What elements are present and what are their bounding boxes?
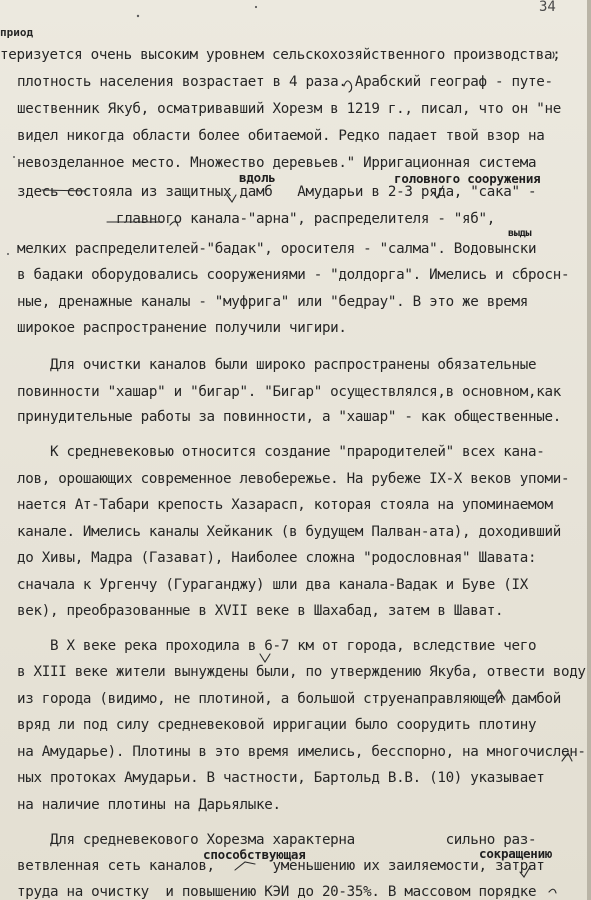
inserted-word: сокращению xyxy=(479,846,553,861)
ink-speck xyxy=(255,6,257,8)
ink-speck xyxy=(7,253,9,255)
text-line: В X веке река проходила в 6-7 км от города, вследствие чего xyxy=(17,638,537,654)
text-line: ных протоках Амударьи. В частности, Бартольд В.В. (10) указывает xyxy=(17,770,545,786)
caret-mark xyxy=(493,690,505,700)
hyphen-correction-mark xyxy=(549,889,556,893)
text-line: канале. Имелись каналы Хейканик (в будущем Палван-ата), доходивший xyxy=(17,524,561,540)
text-line: ветвленная сеть каналов, уменьшению их заиляемости, затрат xyxy=(17,858,545,874)
ink-speck xyxy=(137,15,139,17)
ink-speck xyxy=(13,156,15,158)
text-line: нается Ат-Табари крепость Хазарасп, которая стояла на упоминаемом xyxy=(17,497,553,513)
text-line: на Амударье). Плотины в это время имелись, бесспорно, на многочислен- xyxy=(17,744,586,760)
comma-mark xyxy=(553,52,554,58)
text-line: в бадаки оборудовались сооружениями - "долдорга". Имелись и сбросн- xyxy=(17,267,570,283)
text-line: лов, орошающих современное левобережье. На рубеже IX-X веков упоми- xyxy=(17,471,570,487)
paper-edge xyxy=(587,0,591,900)
caret-mark xyxy=(260,654,270,662)
margin-label: приод xyxy=(0,26,34,39)
text-line: из города (видимо, не плотиной, а большой струенаправляющей дамбой xyxy=(17,691,561,707)
text-line: главного канала-"арна", распределителя - "яб", xyxy=(17,211,496,227)
text-line: ные, дренажные каналы - "муфрига" или "бедрау". В это же время xyxy=(17,294,528,310)
text-line: Для очистки каналов были широко распространены обязательные xyxy=(17,357,537,373)
text-line: век), преобразованные в XVII веке в Шахабад, затем в Шават. xyxy=(17,603,504,619)
caret-mark xyxy=(562,753,572,761)
hyphen-correction-mark xyxy=(170,222,178,226)
text-line: К средневековью относится создание "прародителей" всех кана- xyxy=(17,444,545,460)
text-line: до Хивы, Мадра (Газават), Наиболее сложна "родословная" Шавата: xyxy=(17,550,537,566)
inserted-word: вдоль xyxy=(239,170,276,185)
text-line: принудительные работы за повинности, а "хашар" - как общественные. xyxy=(17,409,561,425)
text-line: видел никогда области более обитаемой. Редко падает твой взор на xyxy=(17,128,545,144)
text-line: здесь состояла из защитных дамб Амударьи в 2-3 ряда, "сака" - xyxy=(17,184,537,200)
check-mark xyxy=(520,867,530,877)
strikethrough-mark xyxy=(42,190,86,191)
check-mark xyxy=(433,186,443,198)
inserted-phrase: головного сооружения xyxy=(394,171,541,186)
text-line: невозделанное место. Множество деревьев." Ирригационная система xyxy=(17,155,537,171)
text-line: широкое распространение получили чигири. xyxy=(17,320,347,336)
inserted-word: способствующая xyxy=(203,847,306,862)
text-line: Для средневекового Хорезма характерна сильно раз- xyxy=(17,832,537,848)
caret-mark xyxy=(227,195,236,202)
insertion-mark xyxy=(235,862,255,870)
text-line: шественник Якуб, осматривавший Хорезм в 1219 г., писал, что он "не xyxy=(17,101,561,117)
text-line: мелких распределителей-"бадак", оросителя - "салма". Водовынски xyxy=(17,241,537,257)
page-number: 34 xyxy=(539,0,556,15)
text-line: сначала к Ургенчу (Гураганджу) шли два канала-Вадак и Буве (IX xyxy=(17,577,528,593)
text-line: вряд ли под силу средневековой ирригации было соорудить плотину xyxy=(17,717,537,733)
text-line: повинности "хашар" и "бигар". "Бигар" осуществлялся,в основном,как xyxy=(17,384,561,400)
text-line: на наличие плотины на Дарьялыке. xyxy=(17,797,281,813)
inserted-word: выды xyxy=(508,228,532,239)
text-line: в XIII веке жители вынуждены были, по утверждению Якуба, отвести воду xyxy=(17,664,586,680)
text-line: труда на очистку и повышению КЭИ до 20-35%. В массовом порядке xyxy=(17,884,537,900)
text-line: плотность населения возрастает в 4 раза. Арабский географ - путе- xyxy=(17,74,553,90)
text-line: теризуется очень высоким уровнем сельскохозяйственного производства; xyxy=(0,47,561,63)
hyphen-correction-mark xyxy=(344,81,352,92)
